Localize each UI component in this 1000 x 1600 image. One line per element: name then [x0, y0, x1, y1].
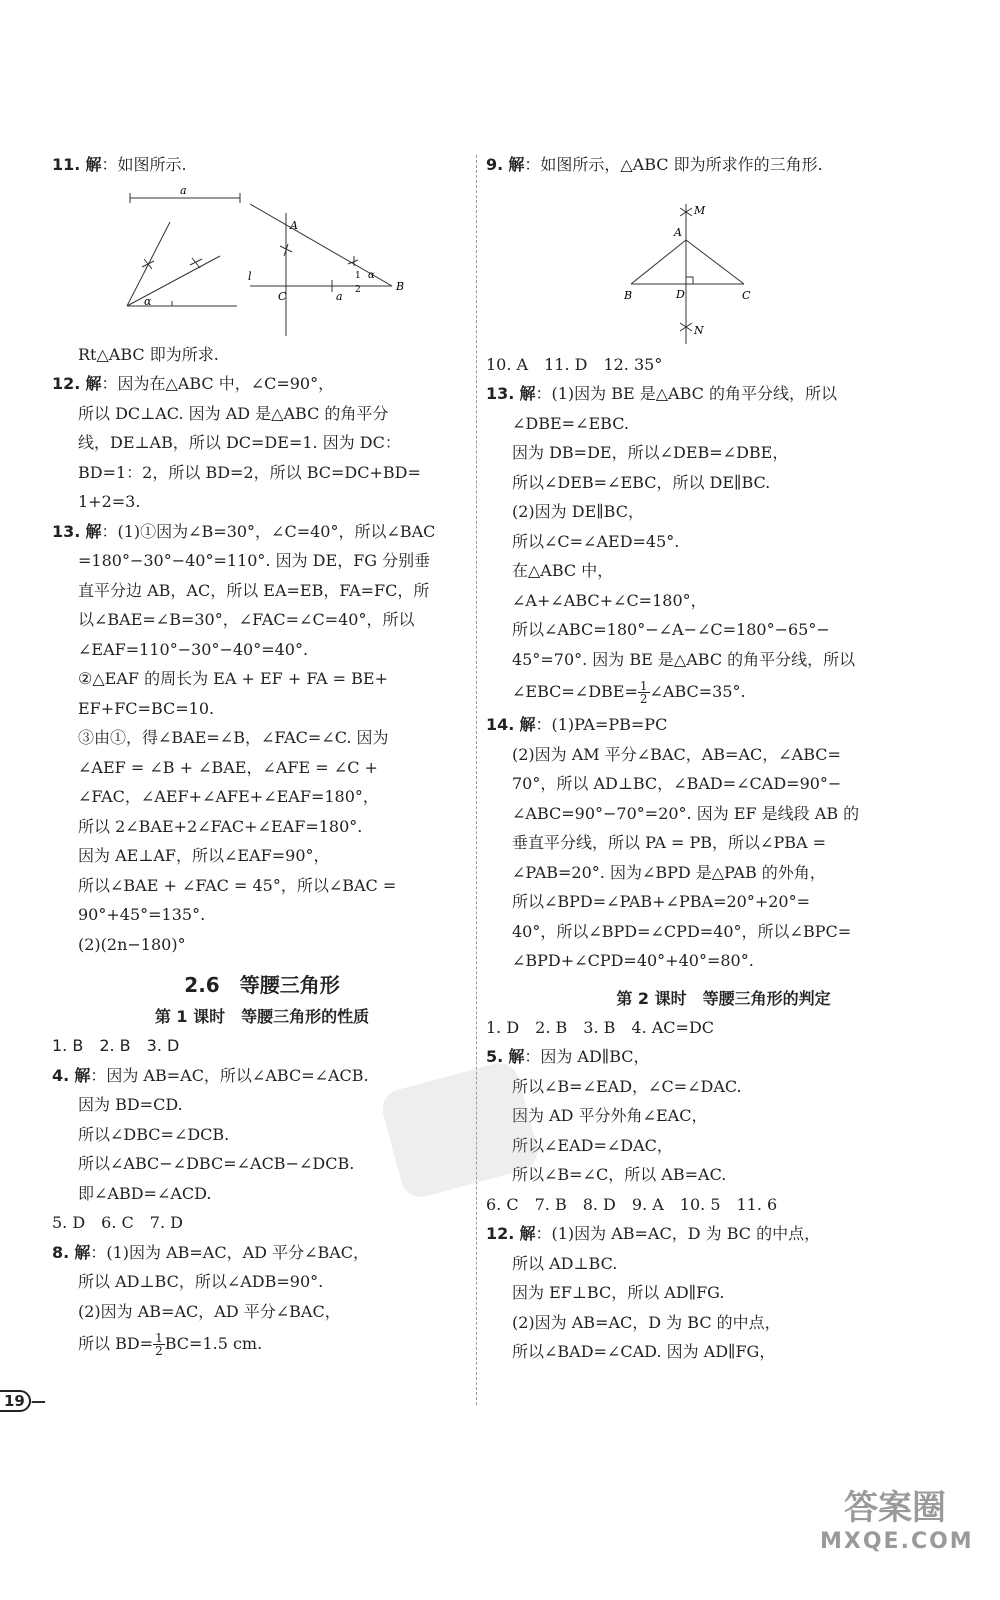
label-C: C	[278, 289, 287, 303]
q13-line3: 以∠BAE=∠B=30°，∠FAC=∠C=40°，所以	[78, 610, 415, 629]
q4-line1: 因为 BD=CD.	[78, 1095, 183, 1114]
lesson1-title: 第 1 课时 等腰三角形的性质	[154, 1007, 370, 1026]
label-D: D	[676, 287, 685, 301]
q13-line12: 所以∠BAE + ∠FAC = 45°，所以∠BAC =	[78, 875, 397, 895]
q8-line1: 所以 AD⊥BC，所以∠ADB=90°.	[78, 1272, 324, 1291]
label-a1: a	[180, 185, 187, 197]
q14-line7: 40°，所以∠BPD=∠CPD=40°，所以∠BPC=	[512, 921, 852, 941]
q8-line2: (2)因为 AB=AC，AD 平分∠BAC，	[78, 1301, 341, 1321]
r-q12-line3: (2)因为 AB=AC，D 为 BC 的中点，	[512, 1312, 781, 1332]
q1-3-answers: 1. B 2. B 3. D	[52, 1036, 180, 1055]
label-C: C	[742, 288, 751, 302]
q14-line6: 所以∠BPD=∠PAB+∠PBA=20°+20°=	[512, 892, 811, 911]
q11-construction-figure	[72, 186, 472, 336]
site-logo: 答案圈 MXQE.COM	[820, 1488, 974, 1554]
label-M: M	[694, 203, 706, 217]
q11-heading: 11. 解：如图所示.	[52, 155, 187, 174]
label-N: N	[694, 323, 704, 337]
q14-line5: ∠PAB=20°. 因为∠BPD 是△PAB 的外角，	[512, 862, 826, 882]
label-A: A	[290, 218, 298, 232]
q4-line3: 所以∠ABC−∠DBC=∠ACB−∠DCB.	[78, 1154, 355, 1173]
label-alpha1: α	[144, 294, 152, 308]
q11-answer: Rt△ABC 即为所求.	[78, 344, 219, 364]
q13-line8: ∠AEF = ∠B + ∠BAE，∠AFE = ∠C +	[78, 757, 378, 777]
label-l: l	[248, 269, 252, 283]
q4-line4: 即∠ABD=∠ACD.	[78, 1183, 212, 1203]
r-q12-line4: 所以∠BAD=∠CAD. 因为 AD∥FG，	[512, 1342, 776, 1361]
r-q13-line8: 所以∠ABC=180°−∠A−∠C=180°−65°−	[512, 620, 830, 639]
q14-line1: (2)因为 AM 平分∠BAC，AB=AC，∠ABC=	[512, 744, 841, 764]
q4-line2: 所以∠DBC=∠DCB.	[78, 1124, 230, 1144]
r-q13-line4: (2)因为 DE∥BC，	[512, 502, 644, 521]
q12-line1: 所以 DC⊥AC. 因为 AD 是△ABC 的角平分	[78, 403, 389, 423]
r-q13-line7: ∠A+∠ABC+∠C=180°，	[512, 590, 707, 610]
label-A: A	[674, 225, 682, 239]
q13-line4: ∠EAF=110°−30°−40°=40°.	[78, 639, 309, 659]
column-divider	[476, 155, 477, 1405]
q12-line3: BD=1：2，所以 BD=2，所以 BC=DC+BD=	[78, 462, 421, 482]
r-q13-line1: ∠DBE=∠EBC.	[512, 413, 629, 433]
r-q5-line3: 所以∠EAD=∠DAC，	[512, 1135, 673, 1155]
r-q5-line0: 5. 解：因为 AD∥BC，	[486, 1047, 650, 1066]
q14-line8: ∠BPD+∠CPD=40°+40°=80°.	[512, 951, 754, 970]
label-B: B	[396, 279, 405, 293]
right-column	[486, 150, 961, 1367]
r-q13-line2: 因为 DB=DE，所以∠DEB=∠DBE，	[512, 443, 789, 462]
r-q5-line4: 所以∠B=∠C，所以 AB=AC.	[512, 1165, 727, 1184]
section-title: 2.6 等腰三角形	[184, 973, 340, 997]
q9-construction-figure	[486, 186, 946, 346]
r-q13-line0: 13. 解：(1)因为 BE 是△ABC 的角平分线，所以	[486, 384, 837, 403]
r-q13-line10: ∠EBC=∠DBE= $\frac{1}{2}$ ∠ABC=35°.	[512, 679, 746, 706]
q13-line2: 直平分边 AB，AC，所以 EA=EB，FA=FC，所	[78, 580, 430, 600]
q13-line13: 90°+45°=135°.	[78, 905, 206, 924]
r-q13-line3: 所以∠DEB=∠EBC，所以 DE∥BC.	[512, 472, 771, 492]
q14-line0: 14. 解：(1)PA=PB=PC	[486, 715, 668, 734]
q5-7-answers: 5. D 6. C 7. D	[52, 1213, 183, 1232]
label-B: B	[624, 288, 633, 302]
label-n1: 1	[355, 270, 361, 281]
label-a2: a	[336, 289, 343, 303]
r-q12-line2: 因为 EF⊥BC，所以 AD∥FG.	[512, 1283, 725, 1302]
q14-line2: 70°，所以 AD⊥BC，∠BAD=∠CAD=90°−	[512, 774, 842, 793]
q13-line1: =180°−30°−40°=110°. 因为 DE，FG 分别垂	[78, 551, 431, 570]
q14-line3: ∠ABC=90°−70°=20°. 因为 EF 是线段 AB 的	[512, 803, 860, 823]
page-number: 19 —	[0, 1392, 46, 1410]
r-q13-line6: 在△ABC 中，	[512, 561, 614, 580]
q8-line3: 所以 BD= $\frac{1}{2}$ BC=1.5 cm.	[78, 1331, 263, 1358]
q13-line9: ∠FAC，∠AEF+∠AFE+∠EAF=180°，	[78, 787, 379, 806]
fraction-half: $\frac{1}{2}$	[639, 679, 648, 706]
r-q5-line2: 因为 AD 平分外角∠EAC，	[512, 1106, 708, 1125]
q6-11-answers: 6. C 7. B 8. D 9. A 10. 5 11. 6	[486, 1194, 778, 1214]
r-q13-line9: 45°=70°. 因为 BE 是△ABC 的角平分线，所以	[512, 649, 856, 669]
q13-line6: EF+FC=BC=10.	[78, 698, 215, 718]
q12-line4: 1+2=3.	[78, 492, 141, 511]
r-q12-line0: 12. 解：(1)因为 AB=AC，D 为 BC 的中点，	[486, 1224, 821, 1243]
q10-12-answers: 10. A 11. D 12. 35°	[486, 354, 663, 374]
q12-line0: 12. 解：因为在△ABC 中，∠C=90°，	[52, 374, 335, 393]
q13-line7: ③由①，得∠BAE=∠B，∠FAC=∠C. 因为	[78, 728, 389, 747]
q12-line2: 线，DE⊥AB，所以 DC=DE=1. 因为 DC：	[78, 433, 401, 452]
q4-line0: 4. 解：因为 AB=AC，所以∠ABC=∠ACB.	[52, 1065, 369, 1085]
r-q5-line1: 所以∠B=∠EAD，∠C=∠DAC.	[512, 1076, 742, 1096]
q13-line11: 因为 AE⊥AF，所以∠EAF=90°，	[78, 846, 330, 865]
q13-line5: ②△EAF 的周长为 EA + EF + FA = BE+	[78, 669, 389, 688]
label-alpha2: α	[368, 269, 375, 281]
q13-line10: 所以 2∠BAE+2∠FAC+∠EAF=180°.	[78, 816, 363, 836]
r-q13-line5: 所以∠C=∠AED=45°.	[512, 531, 680, 551]
q9-heading: 9. 解：如图所示，△ABC 即为所求作的三角形.	[486, 155, 823, 174]
q14-line4: 垂直平分线，所以 PA = PB，所以∠PBA =	[512, 833, 827, 852]
fraction-half: $\frac{1}{2}$	[155, 1331, 163, 1358]
q13-line14: (2)(2n−180)°	[78, 934, 186, 954]
label-n2: 2	[355, 284, 361, 295]
lesson2-title: 第 2 课时 等腰三角形的判定	[616, 988, 831, 1008]
q1-4-answers: 1. D 2. B 3. B 4. AC=DC	[486, 1017, 715, 1037]
q8-line0: 8. 解：(1)因为 AB=AC，AD 平分∠BAC，	[52, 1242, 370, 1262]
q13-line0: 13. 解：(1)①因为∠B=30°，∠C=40°，所以∠BAC	[52, 521, 436, 541]
r-q12-line1: 所以 AD⊥BC.	[512, 1253, 618, 1273]
